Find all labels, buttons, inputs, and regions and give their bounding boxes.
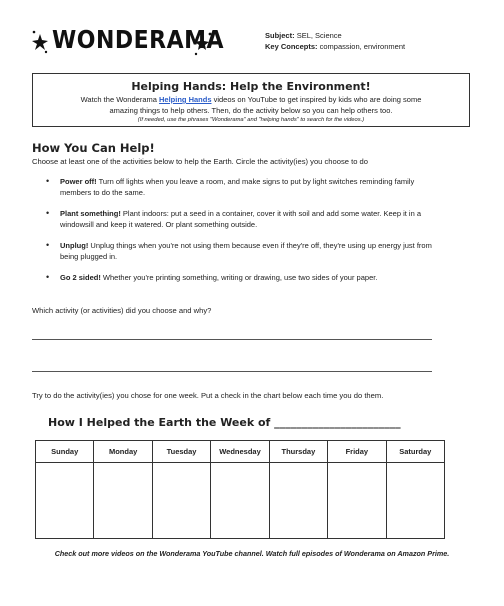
day-header: Friday — [328, 441, 386, 463]
question-text: Which activity (or activities) did you choose and why? — [32, 306, 212, 315]
activity-title: Plant something! — [60, 209, 121, 218]
activity-item — [46, 208, 441, 230]
box-body — [33, 95, 469, 116]
concepts-label: Key Concepts: — [265, 42, 318, 51]
check-cell[interactable] — [269, 463, 327, 539]
wonderama-logo — [30, 24, 225, 60]
activity-title: Unplug! — [60, 241, 89, 250]
day-header: Tuesday — [152, 441, 210, 463]
logo-text: WONDERAMA — [52, 26, 225, 55]
day-header: Wednesday — [211, 441, 269, 463]
day-header: Saturday — [386, 441, 444, 463]
box-title: Helping Hands: Help the Environment! — [131, 80, 371, 93]
day-header: Monday — [94, 441, 152, 463]
activity-item — [46, 176, 441, 198]
day-header: Sunday — [36, 441, 94, 463]
try-text: Try to do the activity(ies) you chose for one week. Put a check in the chart below each time you do them. — [32, 391, 384, 400]
activity-title: Power off! — [60, 177, 97, 186]
activity-item — [46, 240, 441, 262]
helping-hands-link[interactable]: Helping Hands — [159, 95, 212, 104]
activity-title: Go 2 sided! — [60, 273, 101, 282]
box-line2: amazing things to help others. Then, do the activity below so you can help others too. — [109, 105, 393, 115]
chart-heading: How I Helped the Earth the Week of _______________________ — [48, 416, 401, 429]
activity-text: Unplug things when you're not using them because even if they're off, they're using up energy just from being plugged in. — [60, 241, 432, 261]
activity-item — [46, 272, 441, 283]
box-line1-b: videos on YouTube to get inspired by kids who are doing some — [211, 95, 422, 104]
tracking-chart — [35, 440, 445, 539]
check-cell[interactable] — [94, 463, 152, 539]
intro-box — [32, 73, 470, 127]
subject-label: Subject: — [265, 31, 295, 40]
footer-text: Check out more videos on the Wonderama YouTube channel. Watch full episodes of Wonderama on Amazon Prime. — [54, 549, 450, 558]
day-header: Thursday — [269, 441, 327, 463]
concepts-value: compassion, environment — [319, 42, 406, 51]
check-cell[interactable] — [211, 463, 269, 539]
box-note: (If needed, use the phrases "Wonderama" and "helping hands" to search for the videos.) — [137, 117, 365, 123]
activity-text: Plant indoors: put a seed in a container, cover it with soil and add some water. Keep it in a windowsill and keep it watered. Or plant something outside. — [60, 209, 422, 229]
activity-list — [46, 176, 441, 293]
section-intro: Choose at least one of the activities below to help the Earth. Circle the activity(ies) you choose to do — [32, 157, 368, 166]
answer-line[interactable] — [32, 371, 432, 372]
box-line1-a: Watch the Wonderama — [80, 95, 159, 104]
check-cell[interactable] — [36, 463, 94, 539]
check-cell[interactable] — [386, 463, 444, 539]
check-cell[interactable] — [328, 463, 386, 539]
check-cell[interactable] — [152, 463, 210, 539]
lesson-meta — [265, 30, 405, 52]
activity-text: Turn off lights when you leave a room, and make signs to put by light switches reminding family members to do the same. — [60, 177, 415, 197]
answer-line[interactable] — [32, 339, 432, 340]
activity-text: Whether you're printing something, writing or drawing, use two sides of your paper. — [100, 273, 378, 282]
section-heading: How You Can Help! — [32, 141, 155, 155]
subject-value: SEL, Science — [296, 31, 342, 40]
